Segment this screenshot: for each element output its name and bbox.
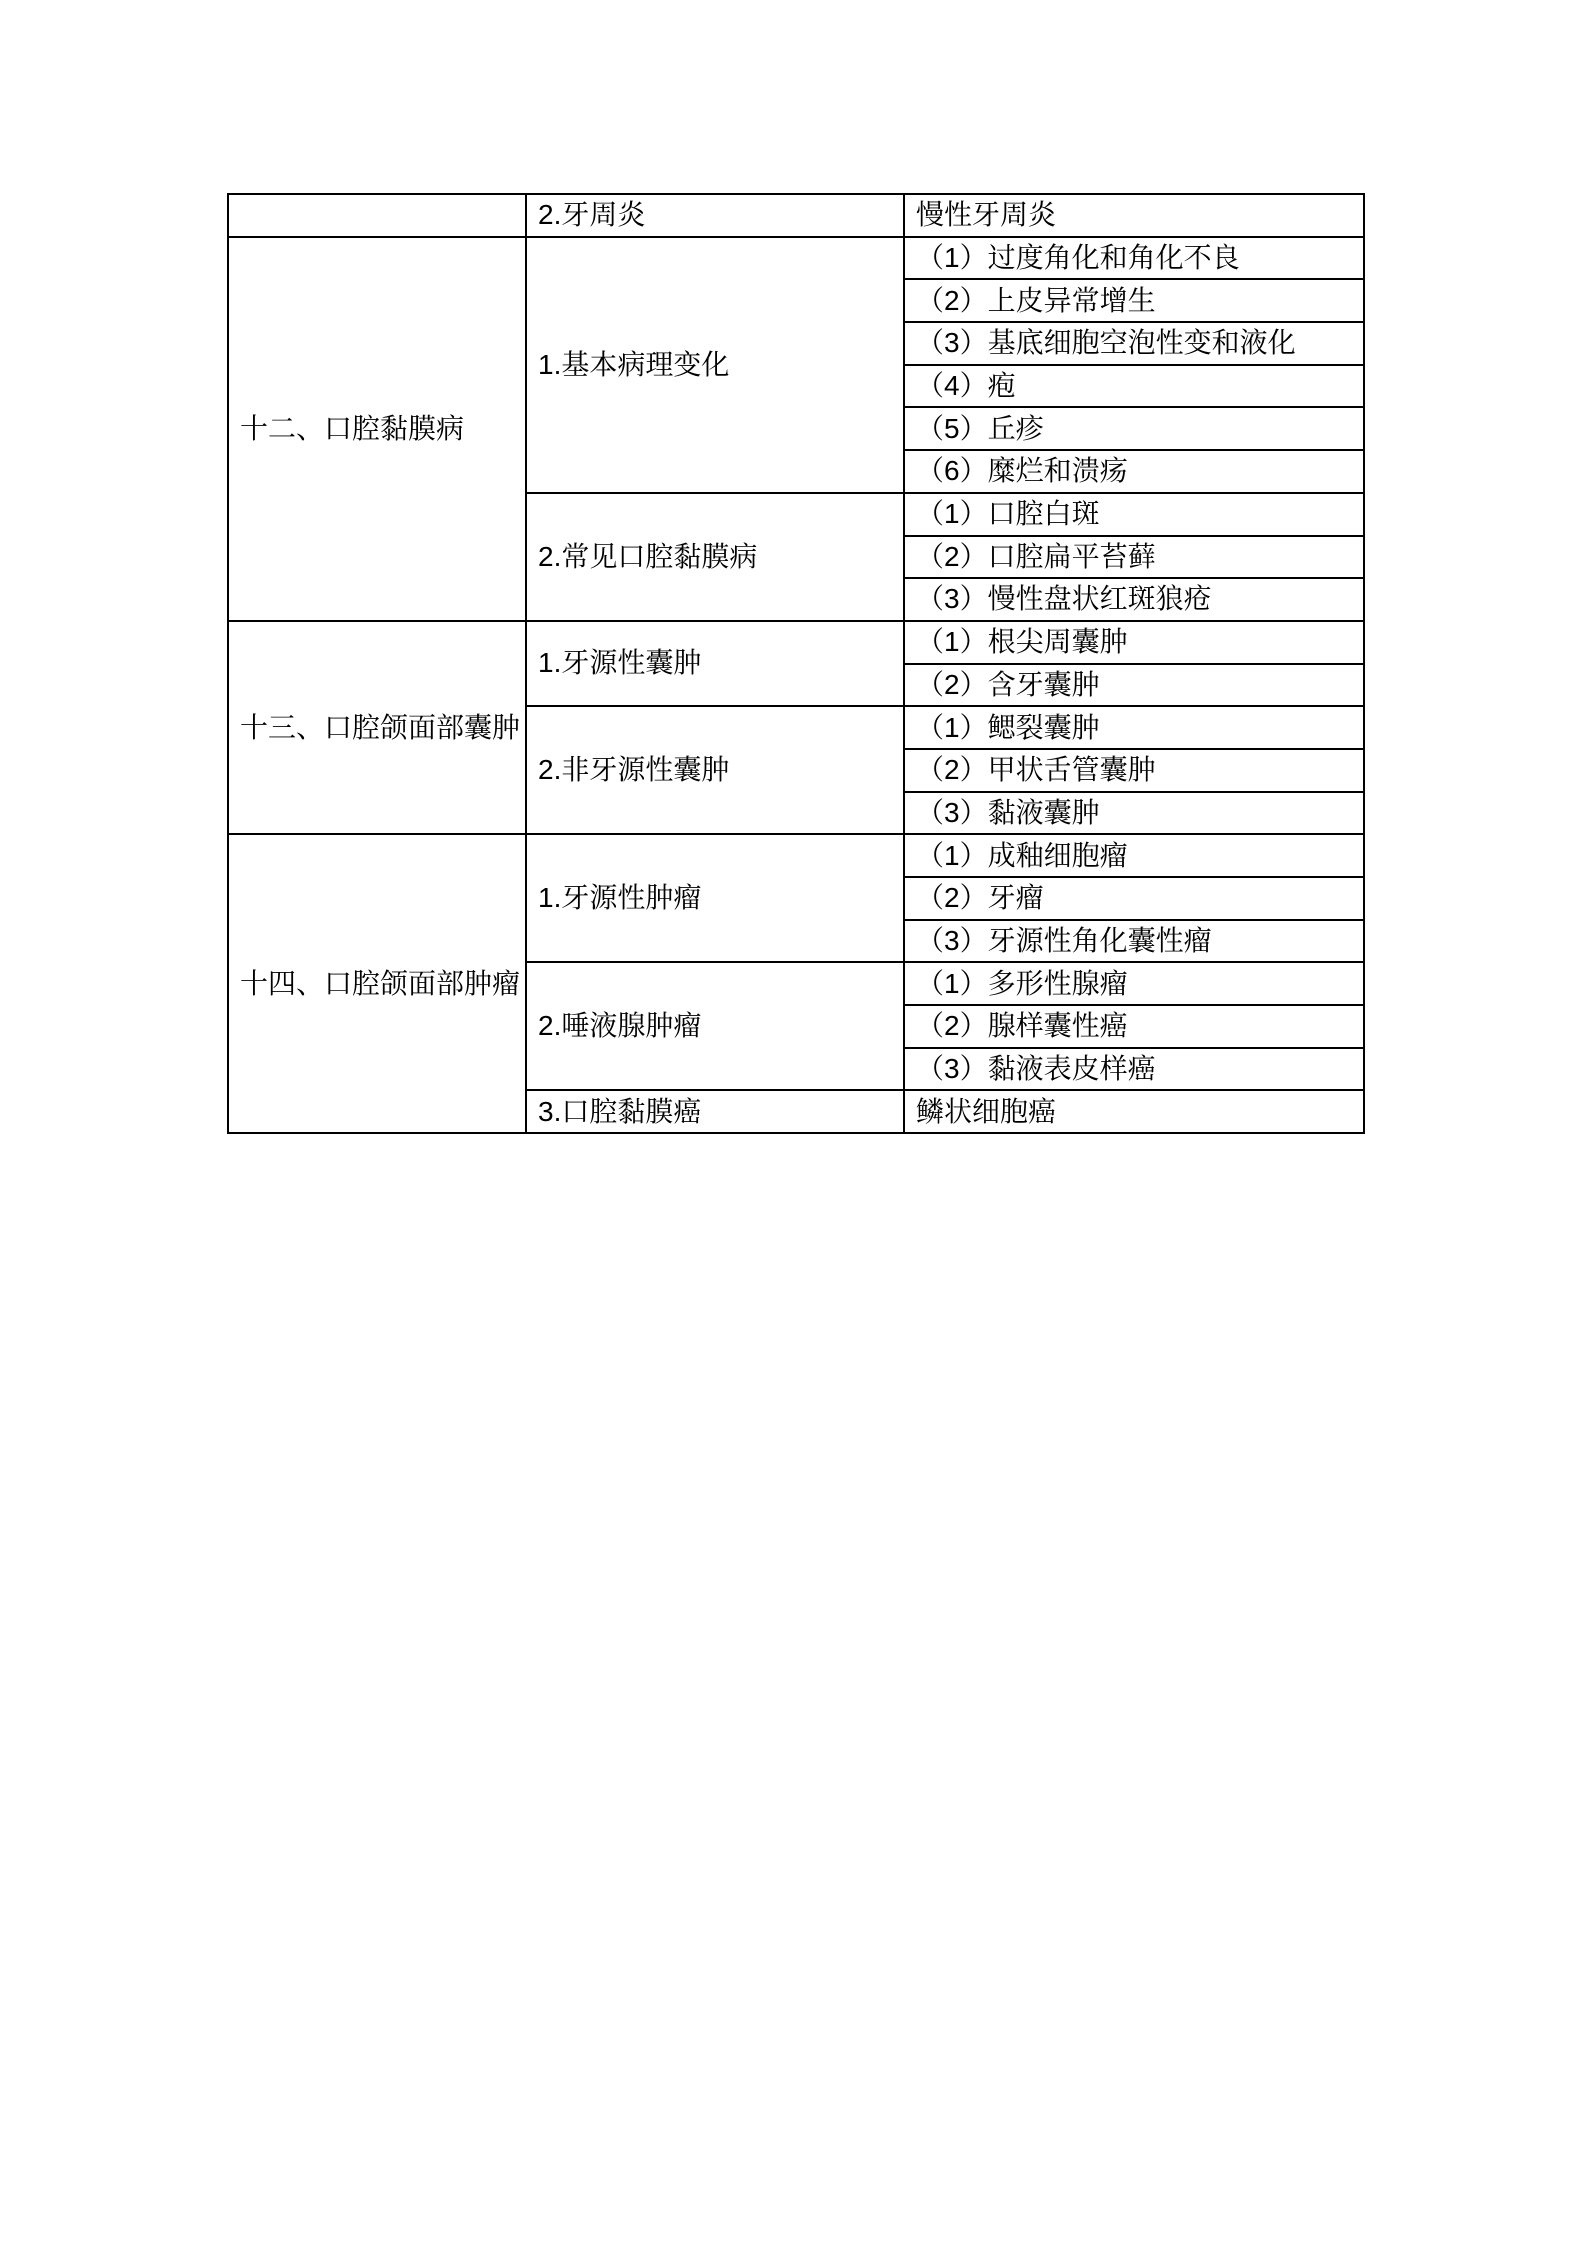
item-cell: （1）口腔白斑 xyxy=(904,493,1364,536)
item-cell: 鳞状细胞癌 xyxy=(904,1090,1364,1133)
item-cell: （2）含牙囊肿 xyxy=(904,664,1364,707)
section-title-cell: 十三、口腔颌面部囊肿 xyxy=(228,621,526,834)
item-cell: （3）黏液囊肿 xyxy=(904,792,1364,835)
item-cell: （1）鳃裂囊肿 xyxy=(904,706,1364,749)
subsection-title-cell: 3.口腔黏膜癌 xyxy=(526,1090,904,1133)
subsection-title-cell: 2.唾液腺肿瘤 xyxy=(526,962,904,1090)
item-cell: （2）腺样囊性癌 xyxy=(904,1005,1364,1048)
subsection-title-cell: 1.牙源性肿瘤 xyxy=(526,834,904,962)
item-cell: （2）上皮异常增生 xyxy=(904,279,1364,322)
subsection-title-cell: 2.常见口腔黏膜病 xyxy=(526,493,904,621)
item-cell: （1）多形性腺瘤 xyxy=(904,962,1364,1005)
item-cell: （2）牙瘤 xyxy=(904,877,1364,920)
item-cell: 慢性牙周炎 xyxy=(904,194,1364,237)
item-cell: （3）基底细胞空泡性变和液化 xyxy=(904,322,1364,365)
table-row xyxy=(228,834,1364,877)
subsection-title-cell: 1.牙源性囊肿 xyxy=(526,621,904,706)
subsection-title-cell: 2.非牙源性囊肿 xyxy=(526,706,904,834)
item-cell: （2）口腔扁平苔藓 xyxy=(904,536,1364,579)
syllabus-table xyxy=(227,193,1365,1134)
item-cell: （5）丘疹 xyxy=(904,407,1364,450)
subsection-title-cell: 1.基本病理变化 xyxy=(526,237,904,493)
table-row xyxy=(228,621,1364,664)
empty-cell xyxy=(228,194,526,237)
item-cell: （2）甲状舌管囊肿 xyxy=(904,749,1364,792)
item-cell: （4）疱 xyxy=(904,365,1364,408)
item-cell: （1）成釉细胞瘤 xyxy=(904,834,1364,877)
item-cell: （3）牙源性角化囊性瘤 xyxy=(904,920,1364,963)
section-title-cell: 十四、口腔颌面部肿瘤 xyxy=(228,834,526,1133)
table-row xyxy=(228,194,1364,237)
item-cell: （3）黏液表皮样癌 xyxy=(904,1048,1364,1091)
item-cell: （1）过度角化和角化不良 xyxy=(904,237,1364,280)
item-cell: （3）慢性盘状红斑狼疮 xyxy=(904,578,1364,621)
item-cell: （1）根尖周囊肿 xyxy=(904,621,1364,664)
subsection-title-cell: 2.牙周炎 xyxy=(526,194,904,237)
table-row xyxy=(228,237,1364,280)
section-title-cell: 十二、口腔黏膜病 xyxy=(228,237,526,621)
item-cell: （6）糜烂和溃疡 xyxy=(904,450,1364,493)
